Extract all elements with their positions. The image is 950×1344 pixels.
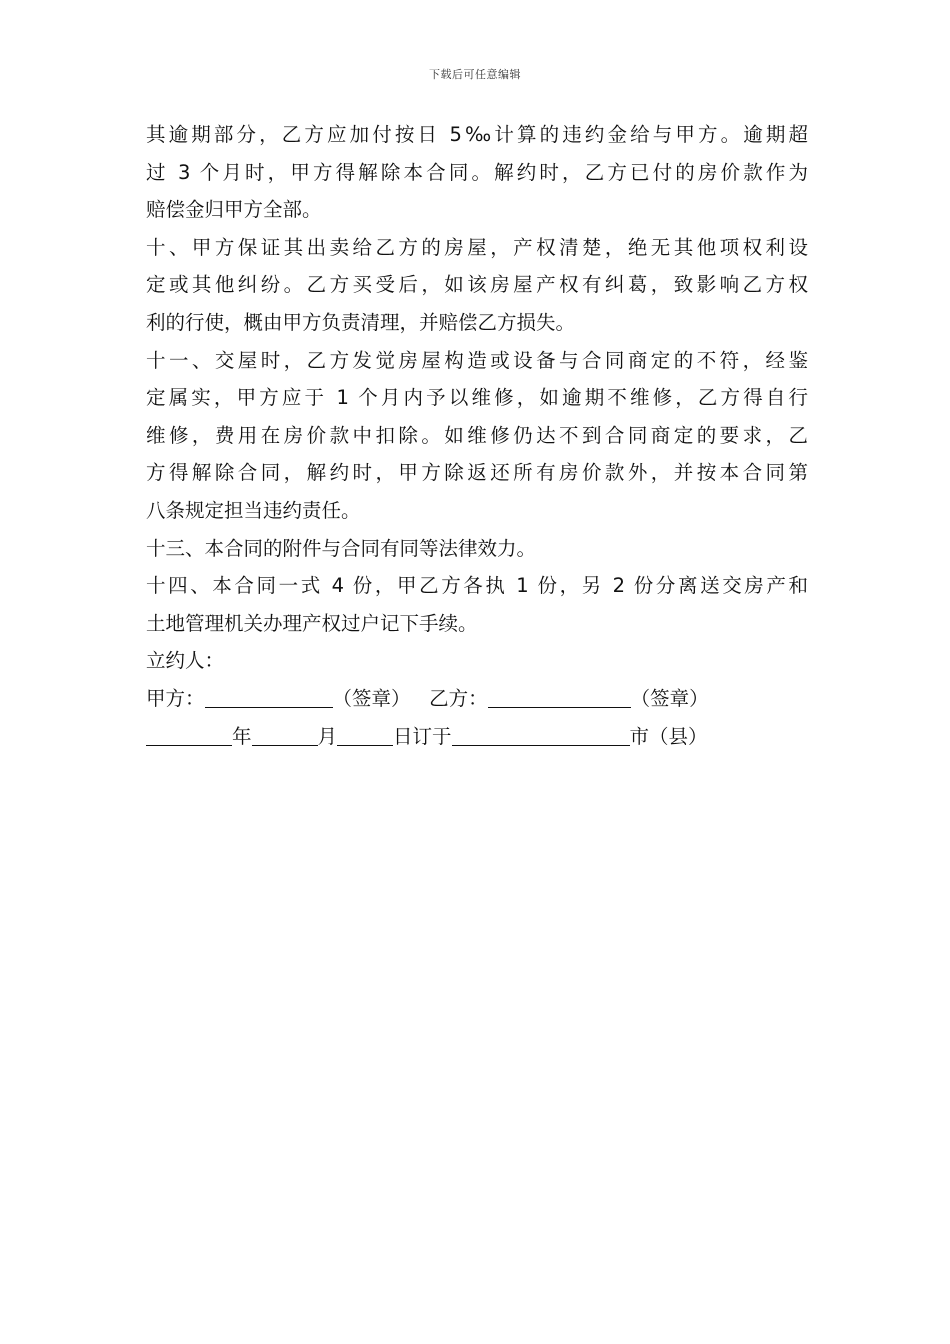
contract-line-13: 十四、本合同一式 4 份，甲乙方各执 1 份，另 2 份分离送交房产和 [146,574,808,598]
contract-line-2: 过 3 个月时，甲方得解除本合同。解约时，乙方已付的房价款作为 [146,160,808,184]
page-header-note: 下载后可任意编辑 [429,68,521,81]
contract-line-1: 其逾期部分，乙方应加付按日 5‰计算的违约金给与甲方。逾期超 [146,123,808,146]
contract-line-11: 八条规定担当违约责任。 [146,498,361,522]
party-b-seal-label: （签章） [630,686,709,710]
contract-line-7: 十一、交屋时，乙方发觉房屋构造或设备与合同商定的不符，经鉴 [146,348,808,372]
contract-line-3: 赔偿金归甲方全部。 [146,198,322,222]
month-label: 月 [317,724,338,748]
contract-line-6: 利的行使，概由甲方负责清理，并赔偿乙方损失。 [146,310,576,334]
signature-line [146,680,808,718]
contract-line-8: 定属实，甲方应于 1 个月内予以维修，如逾期不维修，乙方得自行 [146,386,808,410]
party-a-seal-label: （签章） [332,686,411,710]
city-county-label: 市（县） [629,724,708,748]
contract-line-5: 定或其他纠纷。乙方买受后，如该房屋产权有纠葛，致影响乙方权 [146,273,808,297]
party-b-signature-blank [488,685,631,708]
contract-body [146,116,808,755]
date-location-line [146,718,808,756]
day-blank [337,723,393,746]
party-a-signature-blank [205,685,333,708]
year-label: 年 [232,724,252,748]
party-b-label: 乙方： [429,686,488,710]
year-blank [146,723,232,746]
contract-line-9: 维修，费用在房价款中扣除。如维修仍达不到合同商定的要求，乙 [146,423,808,447]
month-blank [252,723,318,746]
day-signed-at-label: 日订于 [393,724,452,748]
contract-line-14: 土地管理机关办理产权过户记下手续。 [146,611,478,635]
contract-line-12: 十三、本合同的附件与合同有同等法律效力。 [146,536,537,560]
signatories-label: 立约人： [146,649,225,673]
city-blank [452,723,630,746]
contract-line-4: 十、甲方保证其出卖给乙方的房屋，产权清楚，绝无其他项权利设 [146,235,808,259]
contract-line-10: 方得解除合同，解约时，甲方除返还所有房价款外，并按本合同第 [146,461,808,485]
party-a-label: 甲方： [146,686,205,710]
